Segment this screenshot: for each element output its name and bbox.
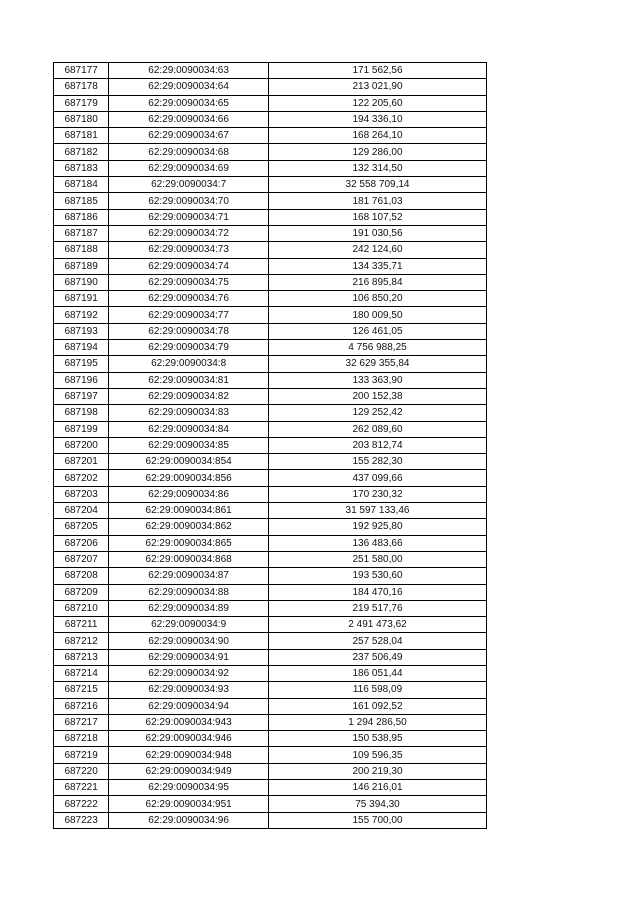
row-number-cell: 687207 — [54, 551, 109, 567]
row-number-cell: 687215 — [54, 682, 109, 698]
table-row — [54, 291, 487, 307]
row-number-cell: 687177 — [54, 63, 109, 79]
table-row — [54, 714, 487, 730]
cadastral-value-table — [53, 62, 487, 829]
row-number-cell: 687186 — [54, 209, 109, 225]
table-row — [54, 747, 487, 763]
cadastral-value-cell: 257 528,04 — [268, 633, 486, 649]
row-number-cell: 687193 — [54, 323, 109, 339]
table-row — [54, 225, 487, 241]
cadastral-value-cell: 4 756 988,25 — [268, 340, 486, 356]
table-row — [54, 258, 487, 274]
row-number-cell: 687223 — [54, 812, 109, 828]
cadastral-value-cell: 200 219,30 — [268, 763, 486, 779]
cadastral-value-cell: 155 700,00 — [268, 812, 486, 828]
table-row — [54, 95, 487, 111]
row-number-cell: 687179 — [54, 95, 109, 111]
cadastral-number-cell: 62:29:0090034:93 — [109, 682, 269, 698]
cadastral-number-cell: 62:29:0090034:943 — [109, 714, 269, 730]
cadastral-value-cell: 193 530,60 — [268, 568, 486, 584]
row-number-cell: 687199 — [54, 421, 109, 437]
cadastral-value-cell: 213 021,90 — [268, 79, 486, 95]
row-number-cell: 687178 — [54, 79, 109, 95]
row-number-cell: 687200 — [54, 437, 109, 453]
row-number-cell: 687202 — [54, 470, 109, 486]
row-number-cell: 687210 — [54, 600, 109, 616]
cadastral-number-cell: 62:29:0090034:95 — [109, 780, 269, 796]
row-number-cell: 687185 — [54, 193, 109, 209]
row-number-cell: 687181 — [54, 128, 109, 144]
cadastral-value-cell: 116 598,09 — [268, 682, 486, 698]
table-row — [54, 551, 487, 567]
cadastral-number-cell: 62:29:0090034:91 — [109, 649, 269, 665]
table-row — [54, 486, 487, 502]
cadastral-number-cell: 62:29:0090034:79 — [109, 340, 269, 356]
cadastral-number-cell: 62:29:0090034:73 — [109, 242, 269, 258]
table-row — [54, 503, 487, 519]
cadastral-value-cell: 161 092,52 — [268, 698, 486, 714]
row-number-cell: 687216 — [54, 698, 109, 714]
row-number-cell: 687220 — [54, 763, 109, 779]
table-row — [54, 600, 487, 616]
cadastral-number-cell: 62:29:0090034:87 — [109, 568, 269, 584]
cadastral-number-cell: 62:29:0090034:68 — [109, 144, 269, 160]
cadastral-number-cell: 62:29:0090034:9 — [109, 617, 269, 633]
table-row — [54, 796, 487, 812]
row-number-cell: 687214 — [54, 665, 109, 681]
cadastral-number-cell: 62:29:0090034:71 — [109, 209, 269, 225]
cadastral-number-cell: 62:29:0090034:64 — [109, 79, 269, 95]
row-number-cell: 687204 — [54, 503, 109, 519]
cadastral-value-cell: 129 252,42 — [268, 405, 486, 421]
row-number-cell: 687198 — [54, 405, 109, 421]
cadastral-value-cell: 31 597 133,46 — [268, 503, 486, 519]
cadastral-value-cell: 32 629 355,84 — [268, 356, 486, 372]
table-row — [54, 617, 487, 633]
cadastral-value-cell: 2 491 473,62 — [268, 617, 486, 633]
row-number-cell: 687180 — [54, 111, 109, 127]
table-row — [54, 568, 487, 584]
table-row — [54, 437, 487, 453]
cadastral-value-cell: 1 294 286,50 — [268, 714, 486, 730]
cadastral-number-cell: 62:29:0090034:88 — [109, 584, 269, 600]
cadastral-value-cell: 191 030,56 — [268, 225, 486, 241]
cadastral-value-cell: 75 394,30 — [268, 796, 486, 812]
cadastral-number-cell: 62:29:0090034:862 — [109, 519, 269, 535]
row-number-cell: 687183 — [54, 160, 109, 176]
row-number-cell: 687218 — [54, 731, 109, 747]
row-number-cell: 687184 — [54, 177, 109, 193]
cadastral-value-cell: 194 336,10 — [268, 111, 486, 127]
row-number-cell: 687190 — [54, 274, 109, 290]
cadastral-value-cell: 126 461,05 — [268, 323, 486, 339]
cadastral-value-cell: 216 895,84 — [268, 274, 486, 290]
cadastral-value-cell: 150 538,95 — [268, 731, 486, 747]
cadastral-value-cell: 155 282,30 — [268, 454, 486, 470]
cadastral-value-cell: 242 124,60 — [268, 242, 486, 258]
table-row — [54, 111, 487, 127]
row-number-cell: 687213 — [54, 649, 109, 665]
cadastral-number-cell: 62:29:0090034:81 — [109, 372, 269, 388]
table-row — [54, 731, 487, 747]
row-number-cell: 687189 — [54, 258, 109, 274]
table-row — [54, 665, 487, 681]
cadastral-number-cell: 62:29:0090034:865 — [109, 535, 269, 551]
cadastral-number-cell: 62:29:0090034:94 — [109, 698, 269, 714]
table-row — [54, 307, 487, 323]
cadastral-value-cell: 180 009,50 — [268, 307, 486, 323]
table-row — [54, 649, 487, 665]
row-number-cell: 687203 — [54, 486, 109, 502]
cadastral-value-cell: 129 286,00 — [268, 144, 486, 160]
cadastral-value-cell: 134 335,71 — [268, 258, 486, 274]
cadastral-number-cell: 62:29:0090034:63 — [109, 63, 269, 79]
row-number-cell: 687217 — [54, 714, 109, 730]
cadastral-number-cell: 62:29:0090034:76 — [109, 291, 269, 307]
cadastral-value-cell: 106 850,20 — [268, 291, 486, 307]
cadastral-value-cell: 184 470,16 — [268, 584, 486, 600]
table-row — [54, 454, 487, 470]
row-number-cell: 687209 — [54, 584, 109, 600]
row-number-cell: 687212 — [54, 633, 109, 649]
table-row — [54, 584, 487, 600]
row-number-cell: 687197 — [54, 388, 109, 404]
row-number-cell: 687219 — [54, 747, 109, 763]
cadastral-number-cell: 62:29:0090034:75 — [109, 274, 269, 290]
cadastral-number-cell: 62:29:0090034:868 — [109, 551, 269, 567]
row-number-cell: 687208 — [54, 568, 109, 584]
cadastral-value-cell: 251 580,00 — [268, 551, 486, 567]
cadastral-number-cell: 62:29:0090034:856 — [109, 470, 269, 486]
table-row — [54, 193, 487, 209]
cadastral-value-cell: 186 051,44 — [268, 665, 486, 681]
cadastral-value-cell: 168 264,10 — [268, 128, 486, 144]
cadastral-number-cell: 62:29:0090034:83 — [109, 405, 269, 421]
cadastral-number-cell: 62:29:0090034:84 — [109, 421, 269, 437]
cadastral-value-cell: 437 099,66 — [268, 470, 486, 486]
table-row — [54, 470, 487, 486]
table-row — [54, 698, 487, 714]
table-row — [54, 323, 487, 339]
cadastral-value-cell: 146 216,01 — [268, 780, 486, 796]
cadastral-number-cell: 62:29:0090034:85 — [109, 437, 269, 453]
row-number-cell: 687182 — [54, 144, 109, 160]
cadastral-number-cell: 62:29:0090034:78 — [109, 323, 269, 339]
cadastral-number-cell: 62:29:0090034:7 — [109, 177, 269, 193]
row-number-cell: 687194 — [54, 340, 109, 356]
table-row — [54, 340, 487, 356]
cadastral-value-cell: 237 506,49 — [268, 649, 486, 665]
cadastral-number-cell: 62:29:0090034:90 — [109, 633, 269, 649]
table-row — [54, 79, 487, 95]
cadastral-number-cell: 62:29:0090034:948 — [109, 747, 269, 763]
row-number-cell: 687211 — [54, 617, 109, 633]
cadastral-number-cell: 62:29:0090034:86 — [109, 486, 269, 502]
cadastral-value-cell: 219 517,76 — [268, 600, 486, 616]
row-number-cell: 687201 — [54, 454, 109, 470]
row-number-cell: 687196 — [54, 372, 109, 388]
cadastral-number-cell: 62:29:0090034:70 — [109, 193, 269, 209]
row-number-cell: 687188 — [54, 242, 109, 258]
row-number-cell: 687187 — [54, 225, 109, 241]
table-row — [54, 535, 487, 551]
table-body — [54, 63, 487, 829]
cadastral-value-cell: 168 107,52 — [268, 209, 486, 225]
cadastral-value-cell: 32 558 709,14 — [268, 177, 486, 193]
cadastral-number-cell: 62:29:0090034:65 — [109, 95, 269, 111]
cadastral-number-cell: 62:29:0090034:946 — [109, 731, 269, 747]
cadastral-number-cell: 62:29:0090034:96 — [109, 812, 269, 828]
cadastral-value-cell: 171 562,56 — [268, 63, 486, 79]
table-row — [54, 780, 487, 796]
table-row — [54, 519, 487, 535]
row-number-cell: 687222 — [54, 796, 109, 812]
cadastral-value-cell: 109 596,35 — [268, 747, 486, 763]
row-number-cell: 687195 — [54, 356, 109, 372]
table-row — [54, 763, 487, 779]
cadastral-value-cell: 181 761,03 — [268, 193, 486, 209]
table-row — [54, 63, 487, 79]
cadastral-number-cell: 62:29:0090034:8 — [109, 356, 269, 372]
row-number-cell: 687206 — [54, 535, 109, 551]
cadastral-number-cell: 62:29:0090034:861 — [109, 503, 269, 519]
table-row — [54, 160, 487, 176]
table-row — [54, 682, 487, 698]
cadastral-value-cell: 132 314,50 — [268, 160, 486, 176]
table-row — [54, 356, 487, 372]
table-row — [54, 405, 487, 421]
cadastral-value-cell: 200 152,38 — [268, 388, 486, 404]
cadastral-value-cell: 262 089,60 — [268, 421, 486, 437]
cadastral-number-cell: 62:29:0090034:67 — [109, 128, 269, 144]
table-row — [54, 274, 487, 290]
table-row — [54, 128, 487, 144]
table-row — [54, 177, 487, 193]
cadastral-number-cell: 62:29:0090034:951 — [109, 796, 269, 812]
table-row — [54, 388, 487, 404]
row-number-cell: 687205 — [54, 519, 109, 535]
cadastral-number-cell: 62:29:0090034:854 — [109, 454, 269, 470]
cadastral-value-cell: 122 205,60 — [268, 95, 486, 111]
row-number-cell: 687192 — [54, 307, 109, 323]
table-row — [54, 633, 487, 649]
cadastral-number-cell: 62:29:0090034:92 — [109, 665, 269, 681]
row-number-cell: 687191 — [54, 291, 109, 307]
cadastral-number-cell: 62:29:0090034:77 — [109, 307, 269, 323]
table-row — [54, 144, 487, 160]
cadastral-value-cell: 133 363,90 — [268, 372, 486, 388]
table-row — [54, 812, 487, 828]
cadastral-value-cell: 192 925,80 — [268, 519, 486, 535]
table-row — [54, 372, 487, 388]
cadastral-number-cell: 62:29:0090034:89 — [109, 600, 269, 616]
cadastral-number-cell: 62:29:0090034:69 — [109, 160, 269, 176]
cadastral-number-cell: 62:29:0090034:72 — [109, 225, 269, 241]
cadastral-value-cell: 170 230,32 — [268, 486, 486, 502]
cadastral-number-cell: 62:29:0090034:82 — [109, 388, 269, 404]
cadastral-number-cell: 62:29:0090034:74 — [109, 258, 269, 274]
cadastral-value-cell: 136 483,66 — [268, 535, 486, 551]
cadastral-value-cell: 203 812,74 — [268, 437, 486, 453]
table-row — [54, 209, 487, 225]
table-row — [54, 242, 487, 258]
cadastral-number-cell: 62:29:0090034:66 — [109, 111, 269, 127]
table-row — [54, 421, 487, 437]
row-number-cell: 687221 — [54, 780, 109, 796]
cadastral-number-cell: 62:29:0090034:949 — [109, 763, 269, 779]
